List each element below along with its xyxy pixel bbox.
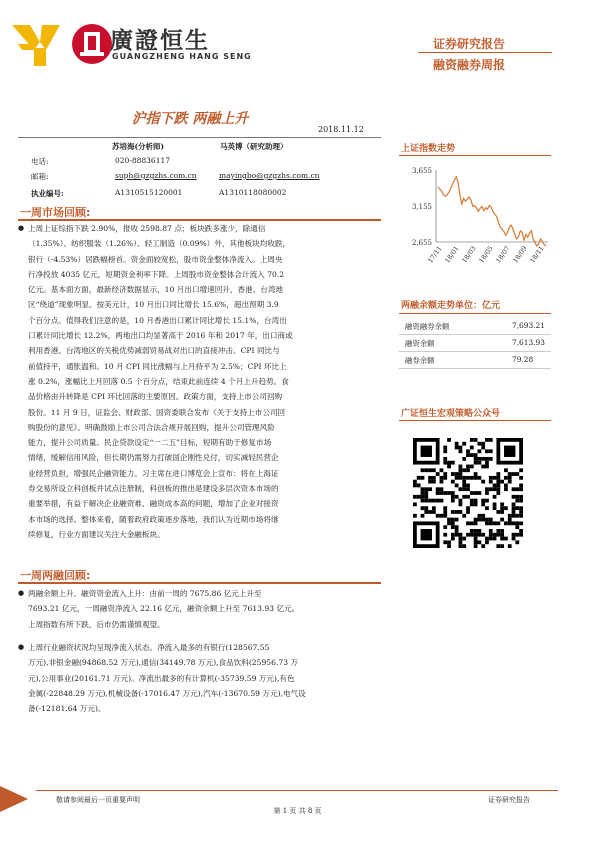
chart-heading: 上证指数走势: [401, 144, 456, 154]
paragraph-line: 行净投放 4035 亿元，短期资金利率下降。上周股市资金整体合计流入 70.2: [28, 269, 285, 279]
sidebar-divider: [399, 155, 551, 156]
bullet-icon: ●: [18, 224, 25, 232]
contact-email-row: [31, 171, 381, 184]
paragraph-line: 利用香港、台湾地区的关税优势减弱贸易战对出口的直接冲击。CPI 同比与: [28, 346, 280, 356]
title-divider: [18, 137, 381, 138]
x-tick-label: 18/09: [511, 244, 529, 265]
qr-code-icon[interactable]: [413, 438, 523, 548]
paragraph-line: 万元),非银金融(94868.52 万元),通信(34149.78 万元),食品饮料(25956.73 万: [28, 658, 299, 668]
brand-name-cn: 廣證恒生: [110, 28, 210, 54]
margin-review-paragraph-1: [18, 586, 383, 632]
logo-mark-icon: [12, 20, 112, 70]
paragraph-line: 能力，提升公司质量。民企贷款设定“一二五”目标，短期有助于修复市场: [28, 438, 272, 448]
table-cell-value: 79.28: [512, 355, 534, 364]
table-heading: 两融余额走势单位：亿元: [401, 301, 501, 311]
email-link-primary[interactable]: suph@gzgzhs.com.cn: [115, 171, 197, 180]
contact-value-2: A1310118080002: [219, 188, 287, 197]
y-tick-label: 3,655: [411, 167, 432, 175]
paragraph-line: 上周上证综指下跌 2.90%，报收 2598.87 点；板块跌多涨少，除通信: [28, 224, 266, 233]
paragraph-line: 口累计同比增长 12.2%，两地出口均显著高于 2016 年和 2017 年，出口商或: [28, 331, 293, 341]
author-assistant: 马英博（研究助理）: [220, 142, 288, 151]
footer-disclaimer: 敬请参阅最后一页重要声明: [56, 796, 140, 804]
paragraph-line: 两融余额上升、融资资金流入上升：由前一周的 7675.86 亿元上升至: [28, 589, 262, 598]
author-primary: 苏培海(分析师): [112, 142, 165, 151]
table-row: [399, 335, 551, 352]
paragraph-line: 重要举措，有益于解决企业融资难、融资成本高的问题，增加了企业对接资: [28, 499, 279, 509]
section-heading-margin: 一周两融回顾:: [20, 569, 91, 582]
x-tick-label: 17/11: [426, 244, 444, 265]
page-number: 第 1 页 共 8 页: [273, 807, 322, 815]
x-tick-label: 18/03: [460, 244, 478, 265]
report-type: 证券研究报告: [432, 37, 505, 51]
paragraph-line: 券交易所设立科创板并试点注册制，科创板的推出是建设多层次资本市场的: [28, 484, 279, 494]
paragraph-line: 7693.21 亿元，一周融资净流入 22.16 亿元，融资余额上升至 7613.93 亿元。: [28, 604, 300, 614]
header-divider: [418, 52, 552, 53]
paragraph-line: 股份。11 月 9 日，证监会、财政部、国资委联合发布《关于支持上市公司回: [28, 407, 286, 417]
report-date: 2018.11.12: [318, 125, 364, 134]
footer-report-type: 证券研究报告: [488, 796, 530, 804]
table-cell-label: 融资余额: [405, 339, 435, 348]
email-link-assistant[interactable]: mayingbo@gzgzhs.com.cn: [219, 171, 320, 180]
paragraph-line: 备(-12181.64 万元)。: [28, 704, 106, 714]
paragraph-line: 业经营负担，增强民企融资能力。习主席在进口博览会上宣布：将在上海证: [28, 468, 279, 478]
sidebar-divider: [399, 313, 551, 314]
paragraph-line: 上周行业融资状况均呈现净流入状态。净流入最多的有银行(128567.55: [28, 643, 270, 652]
contact-value: A1310515120001: [115, 188, 183, 197]
license-row: [31, 188, 381, 201]
x-tick-label: 18/05: [477, 244, 495, 265]
bullet-icon: ●: [18, 589, 25, 597]
paragraph-line: 金属(-22848.29 万元),机械设备(-17016.47 万元),汽车(-13670.59 万元),电气设: [28, 688, 306, 698]
footer-divider: [36, 790, 558, 791]
report-title: 沪指下跌 两融上升: [131, 111, 249, 127]
y-tick-label: 2,655: [411, 239, 432, 247]
paragraph-line: 购股份的意见》。明确鼓励上市公司合法合规开展回购，提升公司管理风险: [28, 422, 275, 432]
series-line: [438, 177, 546, 246]
sidebar-divider: [399, 420, 551, 421]
brand-name-en: GUANGZHENG HANG SENG: [112, 52, 252, 61]
report-subtype: 融资融券周报: [432, 58, 505, 72]
paragraph-line: 区“绕道”现象明显。按美元计，10 月出口同比增长 15.6%，超出预期 3.9: [28, 300, 279, 310]
paragraph-line: 亿元。基本面方面，最新经济数据显示，10 月出口增速回升，香港、台湾地: [28, 285, 284, 295]
table-cell-value: 7,613.93: [512, 338, 545, 347]
qr-heading: 广证恒生宏观策略公众号: [401, 409, 501, 419]
sh-index-chart: [398, 158, 554, 290]
contact-label: 邮箱:: [31, 172, 49, 181]
paragraph-line: 涨 0.2%，涨幅比上月回落 0.5 个百分点，结束此前连续 4 个月上升趋势。食: [28, 376, 289, 386]
table-cell-label: 融券余额: [405, 356, 435, 365]
section-divider: [18, 582, 381, 584]
bullet-icon: ●: [18, 643, 25, 651]
paragraph-line: 品价格由升转降是 CPI 环比回落的主要原因。政策方面，支持上市公司回购: [28, 392, 283, 402]
contact-label: 电话:: [31, 157, 49, 166]
contact-value: 020-88836117: [115, 156, 171, 165]
paragraph-line: 续修复，行业方面建议关注大金融板块。: [28, 529, 165, 539]
paragraph-line: 本市场的选择。整体来看，随着政府政策逐步落地，我们认为近期市场将继: [28, 514, 279, 524]
table-cell-label: 融资融券余额: [405, 322, 450, 331]
table-row: [399, 318, 551, 335]
x-tick-label: 18/11: [528, 244, 546, 265]
paragraph-line: （1.35%）、纺织服装（1.26%）、轻工制造（0.09%）外，其他板块均收跌，: [28, 239, 291, 249]
margin-balance-table: [399, 318, 551, 369]
paragraph-line: 元),公用事业(20161.71 万元)。净流出最多的有计算机(-35739.59 万元),有色: [28, 673, 295, 683]
table-row: [399, 352, 551, 369]
x-tick-label: 18/01: [443, 244, 461, 265]
y-tick-label: 3,155: [411, 203, 432, 211]
paragraph-line: 情绪，缓解信用风险，但长期仍需努力打破国企刚性兑付，切实减轻民营企: [28, 453, 279, 463]
paragraph-line: 个百分点。值得我们注意的是，10 月香港出口累计同比增长 15.1%，台湾出: [28, 315, 287, 325]
table-cell-value: 7,693.21: [512, 321, 545, 330]
market-review-paragraph: [18, 221, 383, 542]
x-tick-label: 18/07: [494, 244, 512, 265]
section-heading-market: 一周市场回顾:: [20, 206, 91, 219]
paragraph-line: 银行（-4.53%）居跌幅榜首。资金面较宽松，股市资金整体净流入。上周央: [28, 254, 283, 264]
paragraph-line: 前值持平，通胀温和。10 月 CPI 同比涨幅与上月持平为 2.5%；CPI 环比上: [28, 361, 287, 371]
contact-phone-row: [31, 156, 381, 169]
paragraph-line: 上周指数有所下跌，后市仍需谨慎观望。: [28, 619, 165, 629]
margin-review-paragraph-2: [18, 640, 383, 716]
contact-label: 执业编号:: [31, 189, 64, 198]
